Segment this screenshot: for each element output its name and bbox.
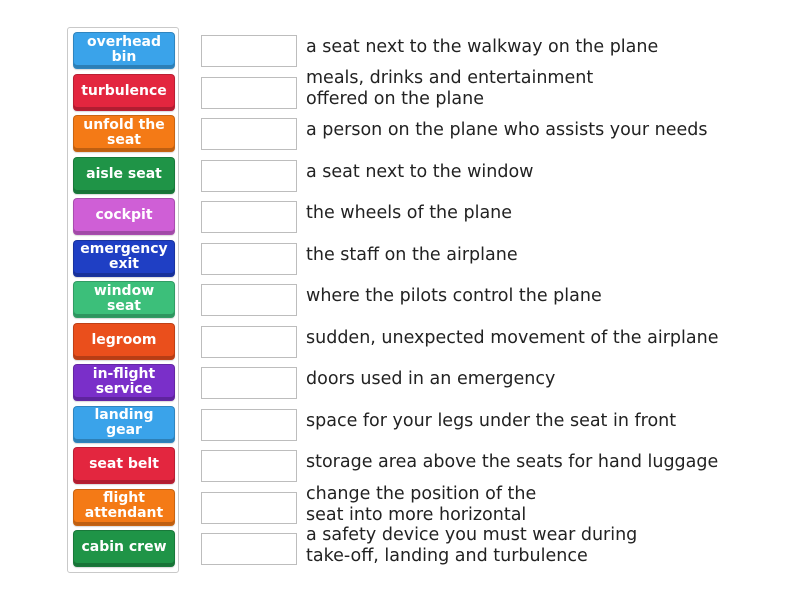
tile-flight-attendant[interactable]: flight attendant <box>73 489 175 526</box>
definition-10 <box>306 411 776 432</box>
tile-aisle-seat[interactable]: aisle seat <box>73 157 175 194</box>
definition-13 <box>306 525 776 567</box>
tile-seat-belt[interactable]: seat belt <box>73 447 175 484</box>
definition-2 <box>306 68 776 110</box>
definition-line: a seat next to the walkway on the plane <box>306 37 659 57</box>
definition-11 <box>306 452 776 473</box>
definition-line: a safety device you must wear during <box>306 525 638 545</box>
drop-box-13[interactable] <box>201 533 297 565</box>
drop-box-8[interactable] <box>201 326 297 358</box>
definition-12 <box>306 484 776 526</box>
definition-1 <box>306 37 776 58</box>
tile-landing-gear[interactable]: landing gear <box>73 406 175 443</box>
definition-line: change the position of the <box>306 484 537 504</box>
definition-line: meals, drinks and entertainment <box>306 68 594 88</box>
definition-line: a person on the plane who assists your needs <box>306 120 708 140</box>
tile-legroom[interactable]: legroom <box>73 323 175 360</box>
drop-box-9[interactable] <box>201 367 297 399</box>
definition-3 <box>306 120 776 141</box>
drop-box-3[interactable] <box>201 118 297 150</box>
drop-box-7[interactable] <box>201 284 297 316</box>
definition-line: where the pilots control the plane <box>306 286 602 306</box>
drop-box-4[interactable] <box>201 160 297 192</box>
definition-4 <box>306 162 776 183</box>
drop-box-1[interactable] <box>201 35 297 67</box>
tile-cabin-crew[interactable]: cabin crew <box>73 530 175 567</box>
definition-line: sudden, unexpected movement of the airplane <box>306 328 719 348</box>
tile-unfold-the-seat[interactable]: unfold the seat <box>73 115 175 152</box>
definition-line: take-off, landing and turbulence <box>306 546 588 566</box>
definition-line: the wheels of the plane <box>306 203 513 223</box>
definition-line: the staff on the airplane <box>306 245 518 265</box>
tile-turbulence[interactable]: turbulence <box>73 74 175 111</box>
definition-9 <box>306 369 776 390</box>
drop-box-10[interactable] <box>201 409 297 441</box>
tile-window-seat[interactable]: window seat <box>73 281 175 318</box>
drop-box-12[interactable] <box>201 492 297 524</box>
definition-line: space for your legs under the seat in front <box>306 411 677 431</box>
definition-line: doors used in an emergency <box>306 369 556 389</box>
definition-line: offered on the plane <box>306 89 484 109</box>
drop-box-11[interactable] <box>201 450 297 482</box>
tile-emergency-exit[interactable]: emergency exit <box>73 240 175 277</box>
definition-line: storage area above the seats for hand luggage <box>306 452 719 472</box>
definition-line: seat into more horizontal <box>306 505 527 525</box>
definition-6 <box>306 245 776 266</box>
tile-overhead-bin[interactable]: overhead bin <box>73 32 175 69</box>
definition-line: a seat next to the window <box>306 162 534 182</box>
drop-box-2[interactable] <box>201 77 297 109</box>
definition-7 <box>306 286 776 307</box>
drop-box-5[interactable] <box>201 201 297 233</box>
definition-8 <box>306 328 776 349</box>
tile-in-flight-service[interactable]: in-flight service <box>73 364 175 401</box>
tile-cockpit[interactable]: cockpit <box>73 198 175 235</box>
definition-5 <box>306 203 776 224</box>
drop-box-6[interactable] <box>201 243 297 275</box>
